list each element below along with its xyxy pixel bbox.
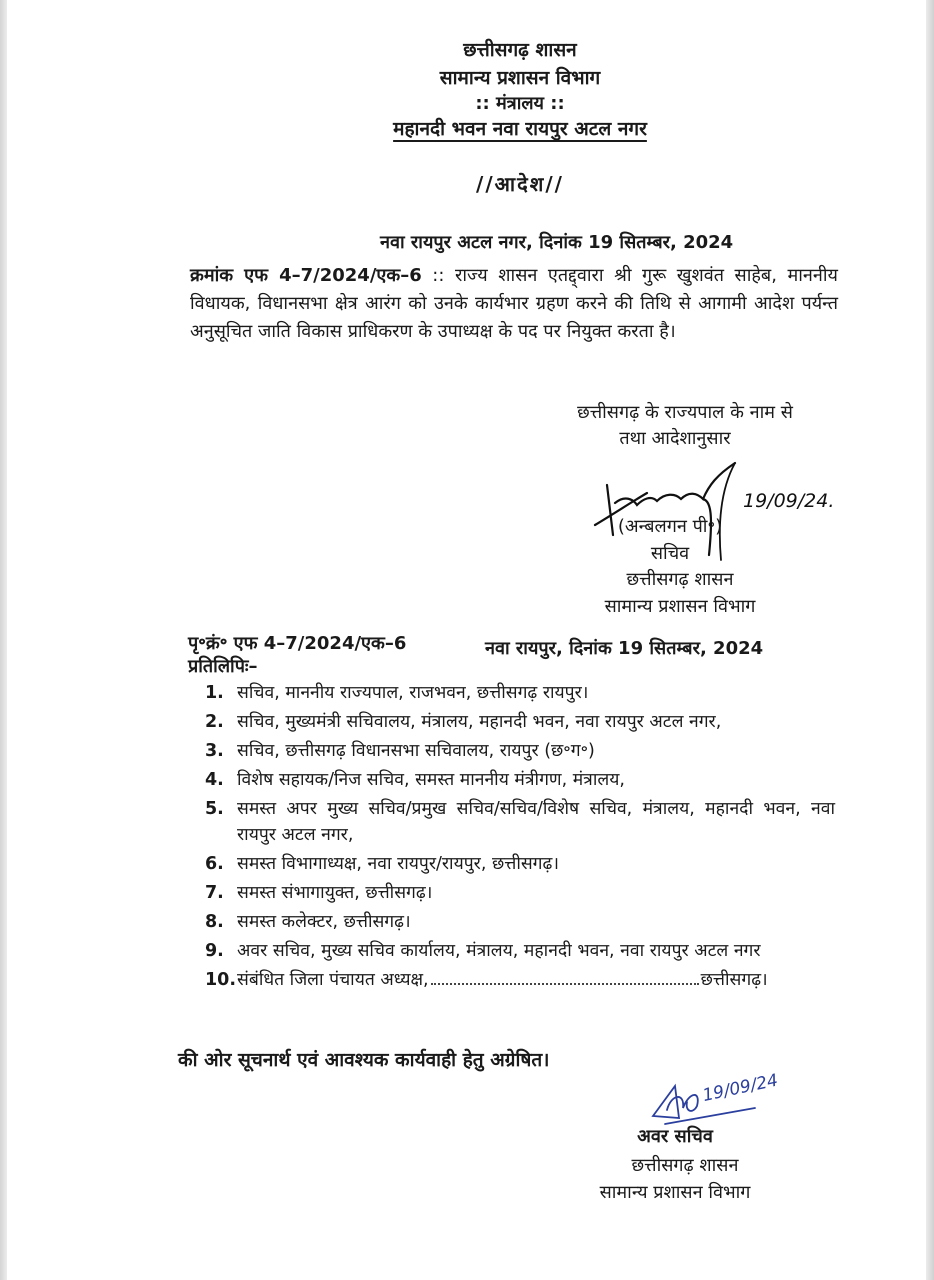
list-number: 8. [205, 912, 224, 932]
signatory-org-2: सामान्य प्रशासन विभाग [604, 596, 756, 617]
under-secretary-org-2: सामान्य प्रशासन विभाग [599, 1182, 751, 1203]
list-item [205, 909, 835, 935]
under-secretary-org-1: छत्तीसगढ़ शासन [631, 1155, 739, 1176]
list-number: 3. [205, 741, 224, 761]
list-number: 2. [205, 712, 224, 732]
list-item [205, 680, 835, 706]
list-text: सचिव, माननीय राज्यपाल, राजभवन, छत्तीसगढ़ रायपुर। [237, 683, 589, 703]
header-ministry: :: मंत्रालय :: [475, 93, 565, 114]
endorsement-number: पृ॰क्रं॰ एफ 4–7/2024/एक–6 [188, 633, 407, 654]
list-item [205, 738, 835, 764]
list-text: संबंधित जिला पंचायत अध्यक्ष, [237, 970, 429, 990]
header-address: महानदी भवन नवा रायपुर अटल नगर [393, 118, 647, 140]
list-text-suffix: छत्तीसगढ़। [700, 970, 768, 990]
list-item [205, 938, 835, 964]
header-government: छत्तीसगढ़ शासन [463, 39, 577, 61]
list-number: 6. [205, 854, 224, 874]
list-item [205, 796, 835, 848]
list-item [205, 967, 835, 993]
order-text: :: राज्य शासन एतद्द्वारा श्री गुरू खुशवंत साहेब, माननीय विधायक, विधानसभा क्षेत्र आरंग को उनके कार्यभार ग्रहण करने की तिथि से आगामी आदेश पर्यन्त अनुसूचित जाति विकास प्राधिकरण के उपाध्यक्ष के पद पर नियुक्त करता है। [190, 265, 838, 342]
list-number: 9. [205, 941, 224, 961]
list-text: समस्त कलेक्टर, छत्तीसगढ़। [237, 912, 411, 932]
list-text: समस्त संभागायुक्त, छत्तीसगढ़। [237, 883, 433, 903]
under-secretary-designation: अवर सचिव [637, 1126, 713, 1147]
list-item [205, 851, 835, 877]
list-item [205, 767, 835, 793]
order-date: नवा रायपुर अटल नगर, दिनांक 19 सितम्बर, 2024 [380, 232, 734, 253]
signature-date-2: 19/09/24 [700, 1070, 780, 1106]
list-text: विशेष सहायक/निज सचिव, समस्त माननीय मंत्रीगण, मंत्रालय, [237, 770, 625, 790]
list-item [205, 880, 835, 906]
list-item [205, 709, 835, 735]
copy-label: प्रतिलिपिः– [188, 656, 258, 677]
forwarding-note: की ओर सूचनार्थ एवं आवश्यक कार्यवाही हेतु अग्रेषित। [178, 1049, 550, 1071]
authority-line-2: तथा आदेशानुसार [619, 428, 731, 449]
signatory-designation: सचिव [650, 543, 690, 564]
order-number: क्रमांक एफ 4–7/2024/एक–6 [190, 265, 422, 286]
header-department: सामान्य प्रशासन विभाग [439, 67, 601, 89]
list-number: 4. [205, 770, 224, 790]
endorsement-date: नवा रायपुर, दिनांक 19 सितम्बर, 2024 [485, 638, 764, 659]
order-title: //आदेश// [476, 172, 564, 196]
signatory-name: (अन्बलगन पी॰) [617, 516, 723, 537]
copy-list [205, 680, 835, 996]
list-text: सचिव, मुख्यमंत्री सचिवालय, मंत्रालय, महानदी भवन, नवा रायपुर अटल नगर, [237, 712, 722, 732]
list-number: 1. [205, 683, 224, 703]
order-paragraph [190, 262, 838, 346]
list-number: 10. [205, 970, 237, 990]
signatory-org-1: छत्तीसगढ़ शासन [626, 569, 734, 590]
list-number: 5. [205, 799, 224, 819]
fill-in-dotted-line [431, 983, 699, 985]
authority-line-1: छत्तीसगढ़ के राज्यपाल के नाम से [577, 402, 793, 423]
list-text: सचिव, छत्तीसगढ़ विधानसभा सचिवालय, रायपुर (छ॰ग॰) [237, 741, 595, 761]
list-text: समस्त अपर मुख्य सचिव/प्रमुख सचिव/सचिव/विशेष सचिव, मंत्रालय, महानदी भवन, नवा रायपुर अटल नगर, [237, 799, 835, 845]
list-text: अवर सचिव, मुख्य सचिव कार्यालय, मंत्रालय, महानदी भवन, नवा रायपुर अटल नगर [237, 941, 761, 961]
list-number: 7. [205, 883, 224, 903]
list-text: समस्त विभागाध्यक्ष, नवा रायपुर/रायपुर, छत्तीसगढ़। [237, 854, 560, 874]
signature-date-1: 19/09/24. [743, 490, 835, 512]
